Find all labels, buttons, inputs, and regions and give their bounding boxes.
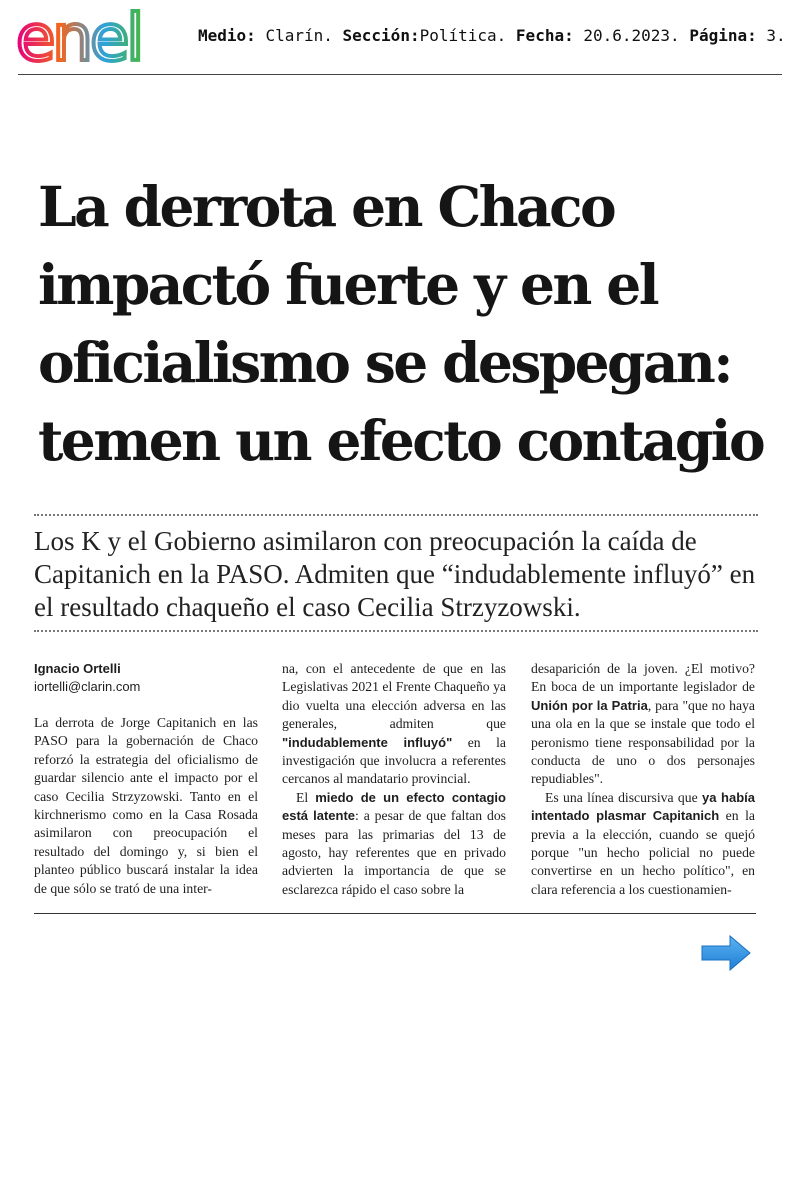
logo-text: enel [16,4,142,70]
article-bottom-divider [34,913,756,914]
paragraph [282,660,506,789]
seccion-value: Política. [419,26,507,45]
article-column-2 [282,660,506,899]
headline-line: temen un efecto contagio [38,408,764,473]
text-run: en la previa a la elección, cuando se quejó porque "un hecho policial no puede convertirse en un hecho político", en clara referencia a los cuestionamien- [531,808,755,897]
article-headline [38,168,778,480]
header-divider [18,74,782,75]
fecha-value: 20.6.2023. [583,26,680,45]
medio-label: Medio: [198,26,256,45]
text-run: : a pesar de que faltan dos meses para las primarias del 13 de agosto, hay referentes que en privado advierten la importancia de que se esclarezca rápido el caso sobre la [282,808,506,897]
text-run: desaparición de la joven. ¿El motivo? En boca de un importante legislador de [531,661,755,695]
subhead-divider-bottom [34,630,758,632]
text-run: , para "que no haya una ola en la que se instale que todo el peronismo tiene responsabilidad por la conducta de uno o dos personajes repudiables". [531,697,755,787]
paragraph: La derrota de Jorge Capitanich en las PASO para la gobernación de Chaco reforzó la estrategia del oficialismo de guardar silencio ante el impacto por el caso Cecilia Strzyzowski. Tanto en el kirchnerismo como en la Casa Rosada asimilaron con preocupación el resultado del domingo y, si bien el planteo público buscará instalar la idea de que sólo se trató de una inter- [34,715,258,896]
text-run: El [296,789,316,805]
arrow-right-icon[interactable] [700,934,752,972]
fecha-label: Fecha: [515,26,574,45]
headline-line: impactó fuerte y en el [38,252,657,317]
text-run: en la investigación que involucra a referentes cercanos al mandatario provincial. [282,734,506,787]
paragraph [282,789,506,899]
bold-phrase: ya había intentado plasmar Capitanich [531,789,755,824]
text-run: na, con el antecedente de que en las Legislativas 2021 el Frente Chaqueño ya dio vuelta una elección adversa en las generales, admiten que [282,661,506,732]
author-name: Ignacio Ortelli [34,661,121,676]
headline-line: La derrota en Chaco [38,174,615,239]
article-column-1 [34,660,258,898]
pagina-label: Página: [689,26,757,45]
seccion-label: Sección: [342,26,420,45]
enel-logo [14,4,184,70]
paragraph [531,660,755,789]
article-subhead: Los K y el Gobierno asimilaron con preocupación la caída de Capitanich en la PASO. Admiten que “indudablemente influyó” en el resultado chaqueño el caso Cecilia Strzyzowski. [34,526,756,622]
paragraph [531,789,755,899]
headline-line: oficialismo se despegan: [38,330,731,395]
clipping-metadata [198,26,786,45]
bold-phrase: "indudablemente influyó" [282,734,453,750]
author-email: iortelli@clarin.com [34,679,141,694]
subhead-divider-top [34,514,758,516]
text-run: Es una línea discursiva que [545,789,703,805]
article-column-3 [531,660,755,899]
bold-phrase: Unión por la Patria [531,697,648,713]
medio-value: Clarín. [265,26,333,45]
pagina-value: 3. [766,26,786,45]
bold-phrase: miedo de un efecto contagio está latente [282,789,506,824]
